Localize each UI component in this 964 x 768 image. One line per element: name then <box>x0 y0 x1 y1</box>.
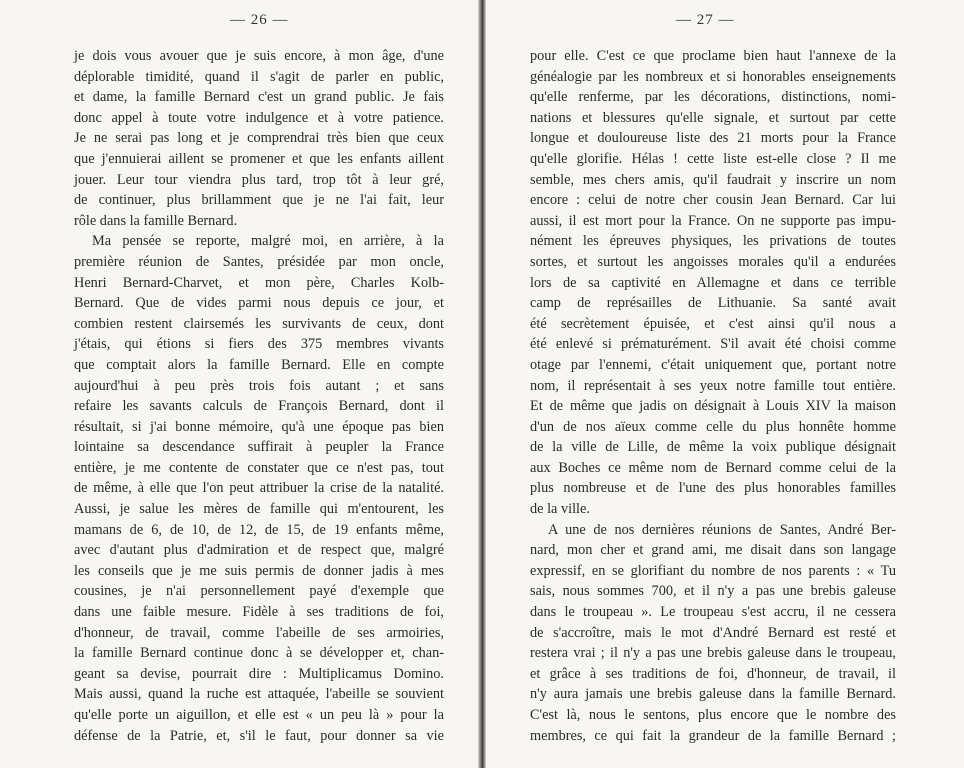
text-line: nom, il représentait à ses yeux notre famille tout entière. <box>530 377 896 394</box>
text-line: j'étais, qui étions si fiers des 375 membres vivants <box>74 336 444 353</box>
text-line: nations et blessures qu'elle signale, et surtout par cette <box>530 109 896 126</box>
text-line: été enlevé si prématurément. S'il avait été choisi comme <box>530 336 896 353</box>
text-line: camp de représailles de Lithuanie. Sa santé avait <box>530 295 896 312</box>
text-line: défense de la Patrie, et, s'il le faut, pour donner sa vie <box>74 727 444 744</box>
text-line: généalogie par les nombreux et si honorables enseignements <box>530 68 896 85</box>
text-line: entière, je me contente de constater que ce n'est pas, tout <box>74 459 444 476</box>
text-line: Ma pensée se reporte, malgré moi, en arrière, à la <box>92 233 444 250</box>
text-line: lointaine sa descendance suffirait à peupler la France <box>74 439 444 456</box>
text-line: combien restent clairsemés les survivants de ceux, dont <box>74 315 444 332</box>
left-page-text <box>74 46 444 746</box>
text-line: cousines, je n'ai personnellement payé d'exemple que <box>74 583 444 600</box>
text-line: la famille Bernard continue donc à se développer et, chan- <box>74 645 444 662</box>
text-line: jouer. Leur tour viendra plus tard, trop tôt à leur gré, <box>74 171 444 188</box>
text-line: A une de nos dernières réunions de Santes, André Ber- <box>548 521 896 538</box>
text-line: sortes, et surtout les angoisses morales qu'il a endurées <box>530 253 896 270</box>
text-line: aux Boches ce même nom de Bernard comme celui de la <box>530 459 896 476</box>
text-line: donc appel à toute votre indulgence et à votre patience. <box>74 109 444 126</box>
text-line: que j'ennuierai aillent se promener et que les enfants aillent <box>74 150 444 167</box>
text-line: et dame, la famille Bernard c'est un grand public. Je fais <box>74 89 444 106</box>
text-line: aujourd'hui à peu près trois fois autant ; et sans <box>74 377 444 394</box>
text-line: Et de même que jadis on désignait à Louis XIV la maison <box>530 398 896 415</box>
text-line: résultait, si j'ai bonne mémoire, qu'à une époque pas bien <box>74 418 444 435</box>
text-line: geant sa devise, pourrait dire : Multiplicamus Domino. <box>74 665 444 682</box>
text-line: encore : celui de notre cher cousin Jean Bernard. Car lui <box>530 192 896 209</box>
text-line: de même, à elle que l'on peut attribuer la crise de la natalité. <box>74 480 444 497</box>
text-line: de la ville. <box>530 501 590 518</box>
text-line: pour elle. C'est ce que proclame bien haut l'annexe de la <box>530 48 896 64</box>
text-line: qu'elle glorifie. Hélas ! cette liste est-elle close ? Il me <box>530 150 896 167</box>
text-line: première réunion de Santes, présidée par mon oncle, <box>74 253 444 270</box>
text-line: que comptait alors la famille Bernard. Elle en compte <box>74 356 444 373</box>
text-line: été secrètement épuisée, et c'est ainsi qu'il nous a <box>530 315 896 332</box>
text-line: n'y aura jamais une brebis galeuse dans la famille Bernard. <box>530 686 896 703</box>
text-line: mamans de 6, de 10, de 12, de 15, de 19 enfants même, <box>74 521 444 538</box>
text-line: les conseils que je me suis permis de donner jadis à mes <box>74 562 444 579</box>
text-line: de continuer, plus brillamment que je ne l'ai fait, leur <box>74 192 444 209</box>
right-page-text <box>530 46 896 746</box>
text-line: plus nombreuse et de l'une des plus honorables familles <box>530 480 896 497</box>
text-line: Bernard. Que de vides parmi nous depuis ce jour, et <box>74 295 444 312</box>
text-line: je dois vous avouer que je suis encore, à mon âge, d'une <box>74 48 444 64</box>
text-line: rôle dans la famille Bernard. <box>74 212 238 229</box>
text-line: avec d'autant plus d'admiration et de respect que, malgré <box>74 542 444 559</box>
text-line: C'est là, nous le sentons, plus encore que le nombre des <box>530 707 896 723</box>
text-line: refaire les savants calculs de François Bernard, dont il <box>74 398 444 415</box>
text-line: nard, mon cher et grand ami, me disait dans son langage <box>530 542 896 559</box>
text-line: expressif, en se glorifiant du nombre de nos parents : « Tu <box>530 562 896 579</box>
text-line: et grâce à ses traditions de foi, d'honneur, de travail, il <box>530 665 896 682</box>
text-line: Mais aussi, quand la ruche est attaquée, l'abeille se souvient <box>74 686 444 703</box>
text-line: lors de sa captivité en Allemagne et dans ce terrible <box>530 274 896 291</box>
text-line: qu'elle porte un aiguillon, et elle est « un peu là » pour la <box>74 707 444 723</box>
text-line: déplorable timidité, quand il s'agit de parler en public, <box>74 68 444 85</box>
text-line: Je ne serai pas long et je comprendrai très bien que ceux <box>74 130 444 147</box>
text-line: membres, ce qui fait la grandeur de la famille Bernard ; <box>530 727 896 744</box>
text-line: dans une faible mesure. Fidèle à ses traditions de foi, <box>74 604 444 621</box>
text-line: aussi, il est mort pour la France. On ne supporte pas impu- <box>530 212 896 229</box>
left-page <box>0 0 480 768</box>
book-gutter <box>478 0 486 768</box>
page-number-right: — 27 — <box>676 12 735 28</box>
text-line: de la ville de Lille, de même la voix publique désignait <box>530 439 896 456</box>
text-line: nément les épreuves physiques, les privations de toutes <box>530 233 896 250</box>
text-line: de s'accroître, mais le mot d'André Bernard est resté et <box>530 624 896 641</box>
text-line: qu'elle renferme, par les décorations, distinctions, nomi- <box>530 89 896 106</box>
text-line: otage par l'ennemi, c'était uniquement que, portant notre <box>530 356 896 373</box>
text-line: semble, mes chers amis, qu'il faudrait y inscrire un nom <box>530 171 896 188</box>
text-line: d'honneur, de travail, comme l'abeille de ses armoiries, <box>74 624 444 641</box>
text-line: Henri Bernard-Charvet, et mon père, Charles Kolb- <box>74 274 444 291</box>
text-line: d'un de nos aïeux comme celle du plus honnête homme <box>530 418 896 435</box>
text-line: restera vrai ; il n'y a pas une brebis galeuse dans le troupeau, <box>530 645 896 662</box>
page-number-left: — 26 — <box>230 12 289 28</box>
text-line: sais, nous sommes 700, et il n'y a pas une brebis galeuse <box>530 583 896 600</box>
text-line: Aussi, je salue les mères de famille qui m'entourent, les <box>74 501 444 518</box>
text-line: longue et douloureuse liste des 21 morts pour la France <box>530 130 896 147</box>
text-line: dans le troupeau ». Le troupeau s'est accru, il ne cessera <box>530 604 896 621</box>
right-page <box>486 0 964 768</box>
